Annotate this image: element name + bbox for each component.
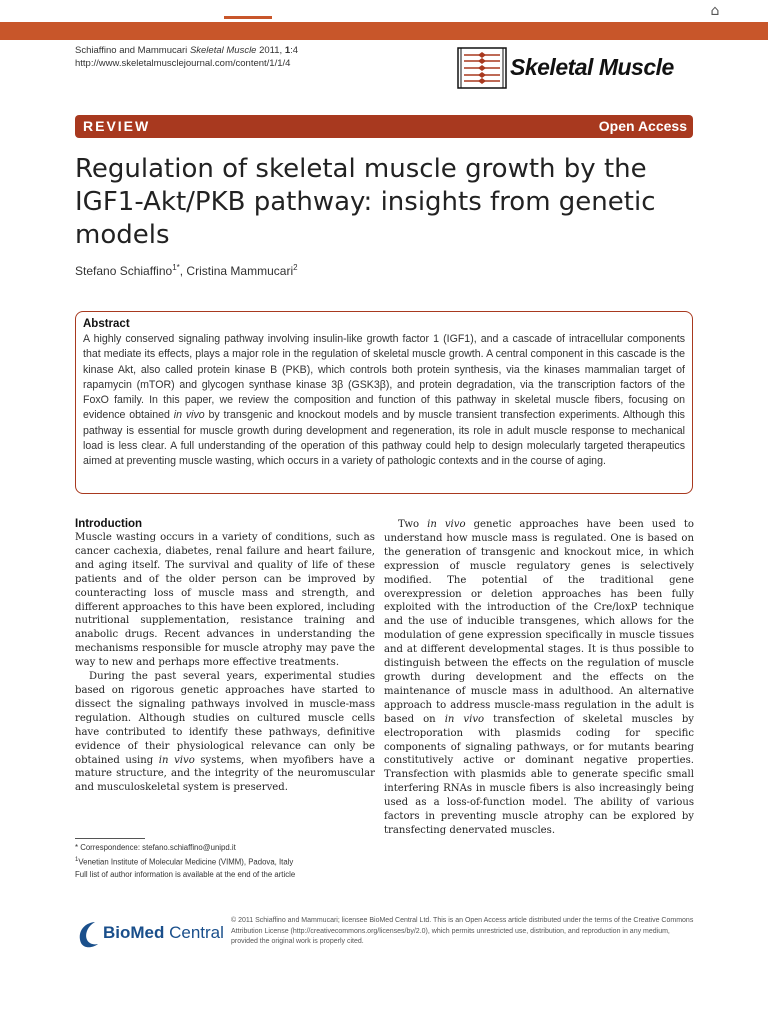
open-access-label: Open Access (598, 118, 687, 134)
section-heading-introduction: Introduction (75, 518, 143, 530)
citation-authors: Schiaffino and Mammucari (75, 45, 188, 56)
journal-logo (456, 46, 692, 90)
body-paragraph (75, 670, 375, 795)
citation-line (75, 44, 298, 57)
abstract-box (75, 311, 693, 494)
correspondence-note: * Correspondence: stefano.schiaffino@unipd.it (75, 843, 236, 852)
publisher-logo (75, 918, 225, 950)
paragraph-text-part: Two (398, 519, 428, 530)
citation-year: 2011, (259, 45, 283, 56)
body-column-right (384, 518, 694, 838)
abstract-italic-term: in vivo (173, 409, 205, 422)
abstract-heading: Abstract (83, 318, 130, 330)
affiliation-text: Venetian Institute of Molecular Medicine (VIMM), Padova, Italy (78, 857, 294, 867)
author-affiliation-marker: 1* (172, 263, 180, 272)
publisher-name-bold: BioMed (103, 923, 165, 942)
italic-term: in vivo (427, 519, 466, 530)
author-list (75, 263, 298, 278)
author-name[interactable]: Cristina Mammucari (186, 264, 294, 278)
page-curl-icon: ⌂ (710, 3, 720, 19)
muscle-fiber-icon (456, 46, 508, 90)
abstract-text-part: A highly conserved signaling pathway involving insulin-like growth factor 1 (IGF1), and a cascade of intracellular components that mediate its effects, plays a major role in the regulation of skeletal muscle growth. A central component in this cascade is the kinase Akt, also called protein kinase B (PKB), which controls both protein synthesis, via the kinases mammalian target of rapamycin (mTOR) and glycogen synthase kinase 3β (GSK3β), and protein degradation, via the transcription factors of the FoxO family. In this paper, we review the composition and function of this pathway in skeletal muscle fibers, focusing on evidence obtained (83, 333, 685, 422)
license-statement: © 2011 Schiaffino and Mammucari; licensee BioMed Central Ltd. This is an Open Access article distributed under the terms of the Creative Commons Attribution License (http://creativecommons.org/licenses/by/2.0), which permits unrestricted use, distribution, and reproduction in any medium, provided the original work is properly cited. (231, 917, 694, 945)
publisher-name-light: Central (164, 923, 224, 942)
article-type-label: REVIEW (83, 118, 151, 134)
paragraph-text-part: During the past several years, experimental studies based on rigorous genetic approaches have started to dissect the signaling pathways involved in muscle-mass regulation. Although studies on cultured muscle cells have contributed to identify these pathways, definitive evidence of their physiological relevance can only be obtained using (75, 671, 375, 766)
citation-header (75, 44, 298, 70)
author-name[interactable]: Stefano Schiaffino (75, 264, 173, 278)
author-info-note: Full list of author information is available at the end of the article (75, 869, 296, 879)
citation-journal: Skeletal Muscle (189, 45, 257, 56)
article-title: Regulation of skeletal muscle growth by the IGF1-Akt/PKB pathway: insights from genetic models (75, 154, 656, 250)
abstract-text-part: by transgenic and knockout models and by muscle transient transfection experiments. Although this pathway is essential for muscle growth during development and regeneration, its role in adult muscle response to mechanical load is less clear. A full understanding of the operation of this pathway could help to design molecularly targeted therapeutics aimed at preventing muscle wasting, which occurs in a variety of pathologic contexts and in the course of aging. (83, 409, 685, 468)
article-url[interactable]: http://www.skeletalmusclejournal.com/content/1/1/4 (75, 58, 291, 69)
top-tab-marker (224, 16, 272, 19)
footnote-divider (75, 838, 145, 839)
abstract-text (83, 332, 685, 470)
paragraph-text-part: systems, when myofibers have a mature structure, and the integrity of the neuromuscular and musculoskeletal system is preserved. (75, 754, 375, 794)
top-white-strip (0, 0, 768, 22)
journal-logo-text: Skeletal Muscle (510, 54, 674, 80)
footnotes (75, 842, 375, 881)
italic-term: in vivo (158, 754, 195, 766)
italic-term: in vivo (444, 713, 485, 725)
body-column-left (75, 518, 375, 795)
body-paragraph (384, 518, 694, 838)
affiliation-note (75, 854, 375, 869)
author-affiliation-marker: 2 (293, 263, 298, 272)
publisher-name (103, 923, 224, 943)
citation-article: :4 (290, 45, 299, 56)
top-color-bar (0, 0, 768, 40)
author-separator: , (179, 264, 187, 278)
paragraph-text-part: genetic approaches have been used to understand how muscle mass is regulated. One is based on the generation of transgenic and knockout mice, in which expression of muscle regulatory genes is selectively modified. The potential of the traditional gene overexpression or deletion approaches has been fully exploited with the introduction of the Cre/loxP technique and the use of inducible transgenes, which allows for the modulation of gene expression specifically in muscle tissues and at different developmental stages. It is thus possible to distinguish between the effects on the regulation of muscle growth during development and the effects on the maintenance of muscle mass in adulthood. An alternative approach to address muscle-mass regulation in the adult is based on (384, 519, 694, 725)
publisher-swoosh-icon (75, 919, 101, 949)
paragraph-text-part: transfection of skeletal muscles by electroporation with plasmids coding for specific components of signaling pathways, or for mutants bearing constitutively active or dominant negative properties. Transfection with plasmids able to generate specific small interfering RNAs in muscle fibers is also increasingly being used as a loss-of-function model. The ability of various factors in preventing muscle atrophy can be explored by transfecting denervated muscles. (384, 713, 694, 836)
citation-volume: 1 (284, 45, 291, 56)
body-paragraph: Muscle wasting occurs in a variety of conditions, such as cancer cachexia, diabetes, renal failure and heart failure, and aging itself. The survival and quality of life of these patients and of the older person can be improved by counteracting loss of muscle mass and strength, and different approaches to this have been explored, including nutritional supplementation, resistance training and anabolic drugs. Recent advances in understanding the mechanisms responsible for muscle atrophy may pave the way to new and perhaps more effective treatments. (75, 532, 375, 669)
affiliation-marker: 1 (75, 857, 79, 863)
article-type-banner (75, 115, 693, 138)
